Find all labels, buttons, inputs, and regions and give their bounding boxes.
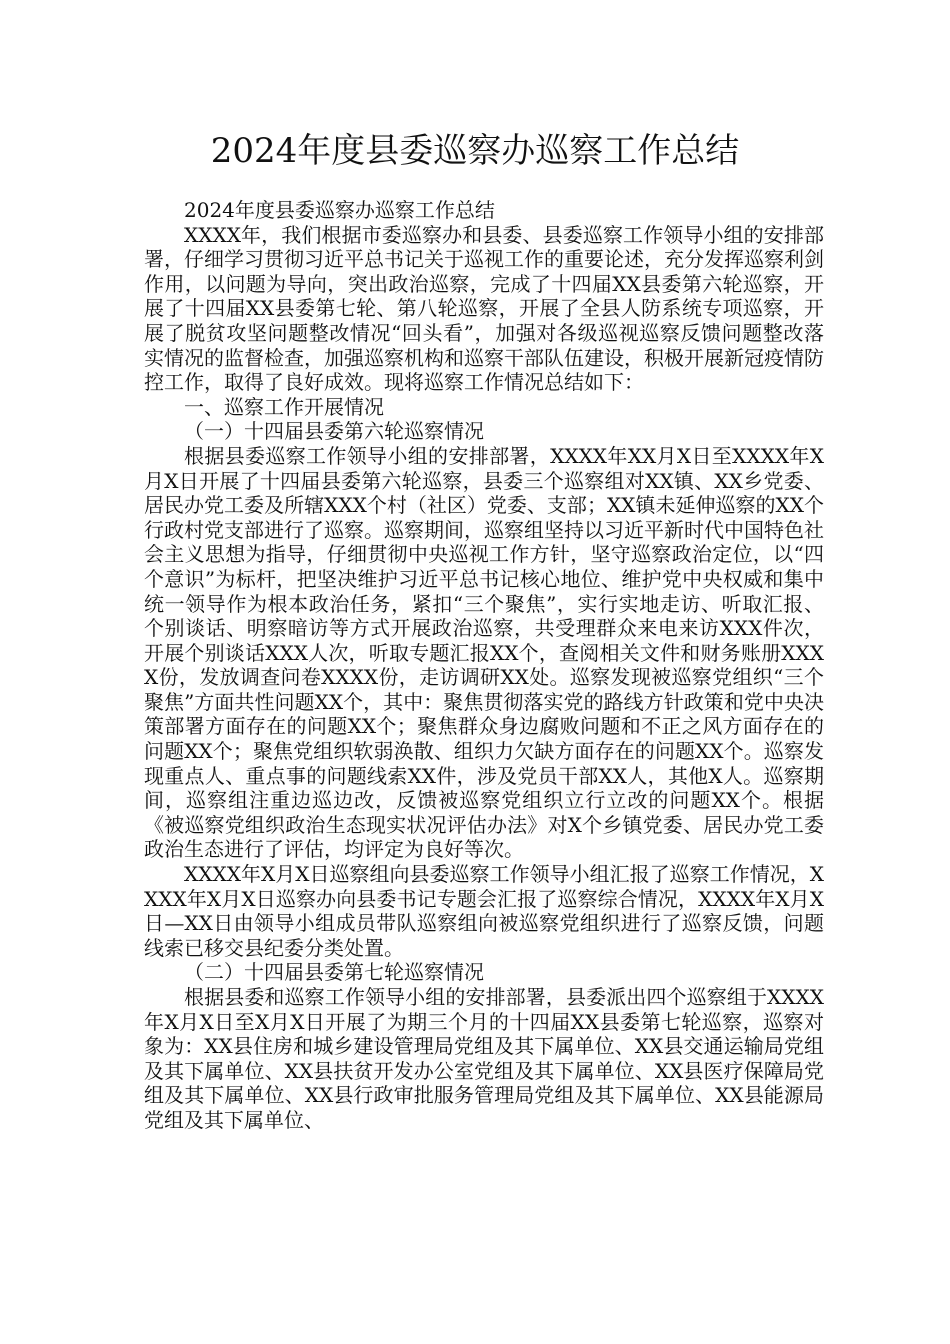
subtitle-paragraph: 2024年度县委巡察办巡察工作总结 xyxy=(184,198,495,222)
section-heading-1: 一、巡察工作开展情况 xyxy=(184,394,384,419)
intro-paragraph: XXXX年，我们根据市委巡察办和县委、县委巡察工作领导小组的安排部署，仔细学习贯彻习近平总书记关于巡视工作的重要论述，充分发挥巡察利剑作用，以问题为导向，突出政治巡察，完成了十四届XX县委第六轮巡察，开展了十四届XX县委第七轮、第八轮巡察，开展了全县人防系统专项巡察，开展了脱贫攻坚问题整改情况“回头看”，加强对各级巡视巡察反馈问题整改落实情况的监督检查，加强巡察机构和巡察干部队伍建设，积极开展新冠疫情防控工作，取得了良好成效。现将巡察工作情况总结如下： xyxy=(144,222,824,395)
body-paragraph-seventh-round: 根据县委和巡察工作领导小组的安排部署，县委派出四个巡察组于XXXX年X月X日至X月X日开展了为期三个月的十四届XX县委第七轮巡察，巡察对象为：XX县住房和城乡建设管理局党组及其下属单位、XX县交通运输局党组及其下属单位、XX县扶贫开发办公室党组及其下属单位、XX县医疗保障局党组及其下属单位、XX县行政审批服务管理局党组及其下属单位、XX县能源局党组及其下属单位、 xyxy=(144,985,824,1132)
body-paragraph-sixth-round: 根据县委巡察工作领导小组的安排部署，XXXX年XX月X日至XXXX年X月X日开展了十四届县委第六轮巡察，县委三个巡察组对XX镇、XX乡党委、居民办党工委及所辖XXX个村（社区）党委、支部；XX镇未延伸巡察的XX个行政村党支部进行了巡察。巡察期间，巡察组坚持以习近平新时代中国特色社会主义思想为指导，仔细贯彻中央巡视工作方针，坚守巡察政治定位，以“四个意识”为标杆，把坚决维护习近平总书记核心地位、维护党中央权威和集中统一领导作为根本政治任务，紧扣“三个聚焦”，实行实地走访、听取汇报、个别谈话、明察暗访等方式开展政治巡察，共受理群众来电来访XXX件次，开展个别谈话XXX人次，听取专题汇报XX个，查阅相关文件和财务账册XXXX份，发放调查问卷XXXX份，走访调研XX处。巡察发现被巡察党组织“三个聚焦”方面共性问题XX个，其中：聚焦贯彻落实党的路线方针政策和党中央决策部署方面存在的问题XX个；聚焦群众身边腐败问题和不正之风方面存在的问题XX个；聚焦党组织软弱涣散、组织力欠缺方面存在的问题XX个。巡察发现重点人、重点事的问题线索XX件，涉及党员干部XX人，其他X人。巡察期间，巡察组注重边巡边改，反馈被巡察党组织立行立改的问题XX个。根据《被巡察党组织政治生态现实状况评估办法》对X个乡镇党委、居民办党工委政治生态进行了评估，均评定为良好等次。 xyxy=(144,443,824,862)
document-body xyxy=(144,198,824,1133)
document-title: 2024年度县委巡察办巡察工作总结 xyxy=(210,131,740,171)
subsection-heading-2: （二）十四届县委第七轮巡察情况 xyxy=(184,960,484,985)
body-paragraph-feedback: XXXX年X月X日巡察组向县委巡察工作领导小组汇报了巡察工作情况，XXXX年X月X日巡察办向县委书记专题会汇报了巡察综合情况，XXXX年X月X日—XX日由领导小组成员带队巡察组向被巡察党组织进行了巡察反馈，问题线索已移交县纪委分类处置。 xyxy=(144,862,824,960)
subsection-heading-1: （一）十四届县委第六轮巡察情况 xyxy=(184,419,484,444)
